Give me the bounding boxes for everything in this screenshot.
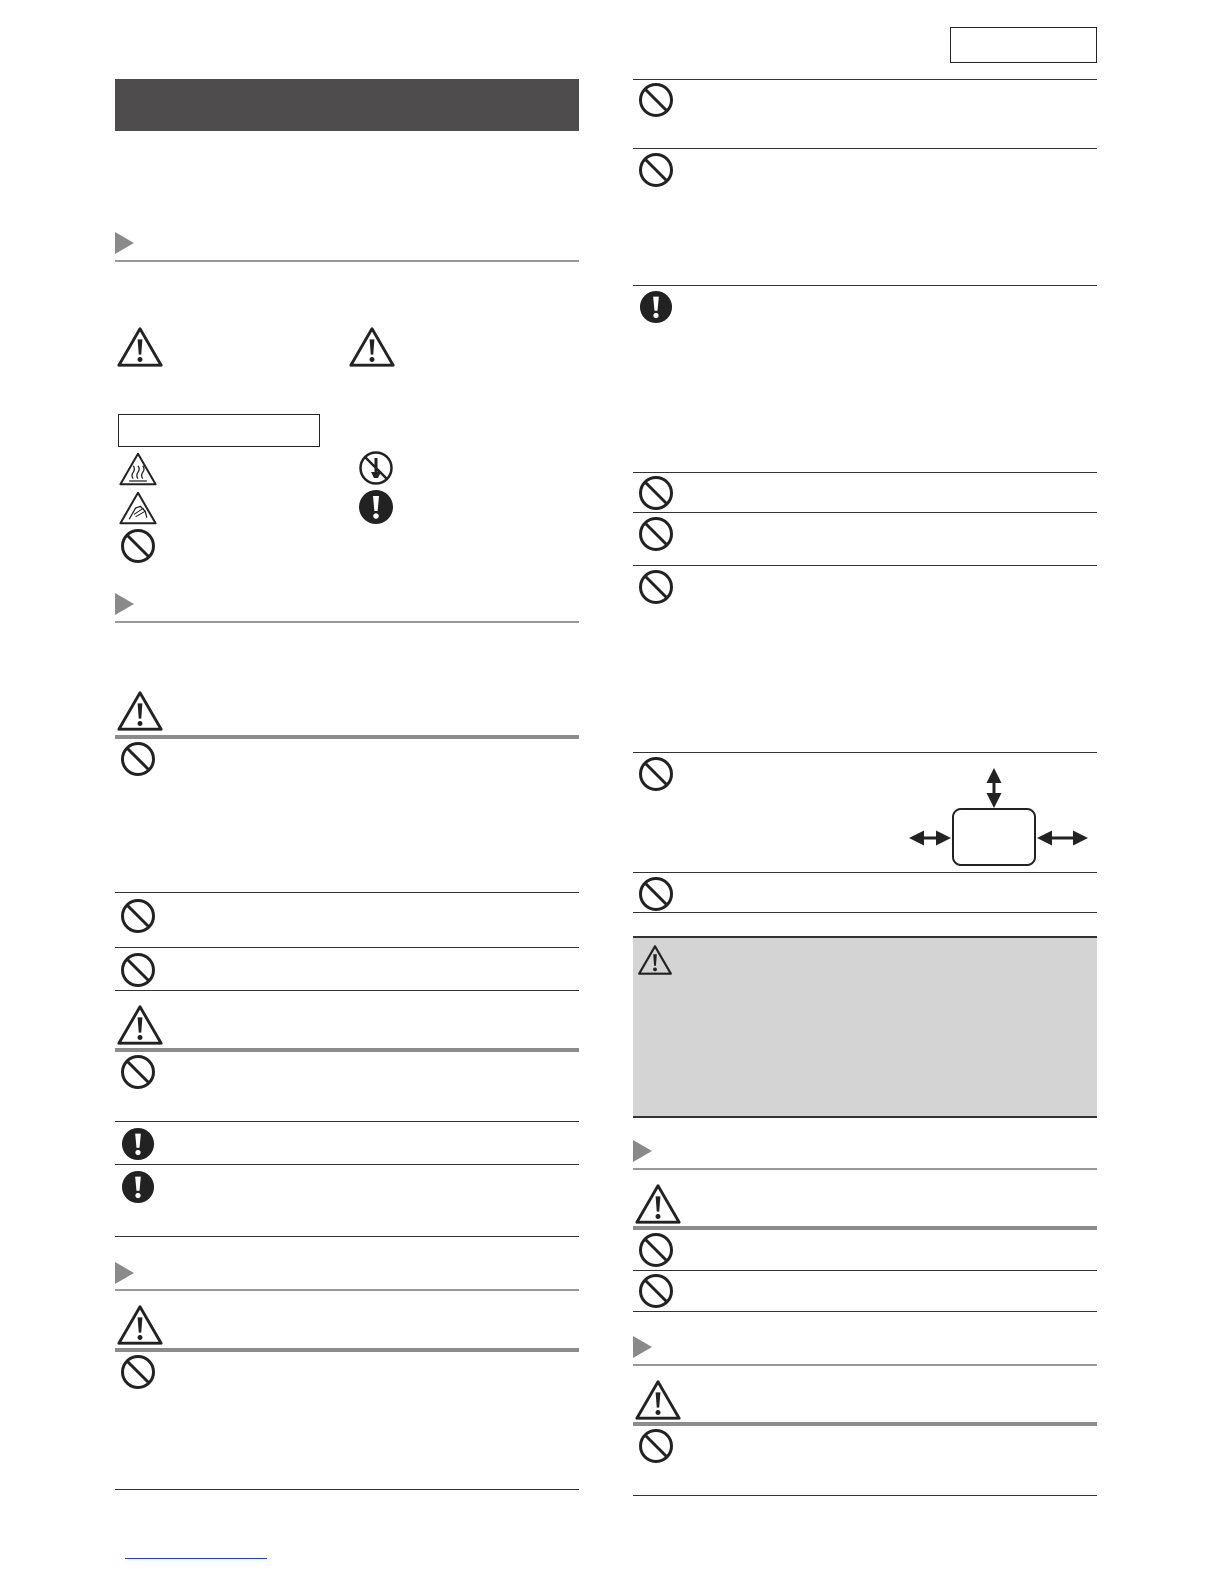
prohibited-circle-icon (120, 1054, 156, 1090)
footer-link[interactable] (125, 1546, 267, 1560)
section-marker (633, 1140, 652, 1162)
item-divider (115, 1121, 579, 1122)
item-divider (633, 285, 1097, 286)
section-marker (633, 1336, 652, 1358)
page-header-bar (115, 79, 579, 131)
prohibited-circle-icon (638, 756, 674, 792)
item-divider (115, 1489, 579, 1490)
item-divider (115, 990, 579, 991)
item-divider (633, 148, 1097, 149)
item-divider (633, 472, 1097, 473)
section-rule (115, 260, 579, 262)
prohibited-circle-icon (638, 1232, 674, 1268)
mandatory-exclamation-icon (358, 489, 394, 525)
caution-triangle-icon (634, 1378, 682, 1422)
mandatory-exclamation-icon (121, 1127, 155, 1161)
section-rule (633, 1364, 1097, 1366)
legend-box (118, 414, 320, 447)
caution-triangle-icon (116, 1003, 164, 1047)
footer-link-underline (125, 1558, 267, 1559)
caution-triangle-icon (348, 325, 396, 369)
caution-block-rule (115, 1048, 579, 1052)
pinch-hazard-warning-icon (118, 490, 158, 526)
device-outline (953, 809, 1035, 865)
item-divider (115, 1236, 579, 1237)
item-divider (633, 1311, 1097, 1312)
item-divider (633, 1270, 1097, 1271)
section-rule (115, 621, 579, 623)
item-divider (633, 872, 1097, 873)
section-marker (115, 593, 134, 615)
prohibited-circle-icon (638, 1273, 674, 1309)
prohibited-circle-icon (120, 741, 156, 777)
prohibited-circle-icon (638, 876, 674, 912)
no-disassembly-icon (358, 450, 394, 486)
prohibited-circle-icon (638, 1428, 674, 1464)
prohibited-circle-icon (120, 952, 156, 988)
prohibited-circle-icon (638, 82, 674, 118)
section-marker (115, 1262, 134, 1284)
warning-block-rule (115, 735, 579, 739)
item-divider (633, 512, 1097, 513)
prohibited-circle-icon (120, 1354, 156, 1390)
prohibited-circle-icon (638, 152, 674, 188)
prohibited-circle-icon (120, 528, 156, 564)
warning-triangle-icon (116, 325, 164, 369)
clearance-diagram (905, 765, 1095, 869)
hot-surface-warning-icon (118, 451, 158, 487)
section-rule (633, 1168, 1097, 1170)
item-divider (633, 1495, 1097, 1496)
section-marker (115, 232, 134, 254)
caution-block-rule (115, 1348, 579, 1352)
prohibited-circle-icon (120, 898, 156, 934)
item-divider (115, 947, 579, 948)
item-divider (633, 912, 1097, 913)
item-divider (115, 892, 579, 893)
caution-block-rule (633, 1226, 1097, 1230)
item-divider (633, 752, 1097, 753)
warning-triangle-icon (116, 689, 164, 733)
prohibited-circle-icon (638, 516, 674, 552)
top-right-label-box (950, 27, 1097, 63)
note-warning-icon (637, 944, 673, 976)
caution-triangle-icon (116, 1303, 164, 1347)
mandatory-exclamation-icon (639, 290, 673, 324)
item-divider (115, 1164, 579, 1165)
mandatory-exclamation-icon (121, 1170, 155, 1204)
prohibited-circle-icon (638, 569, 674, 605)
caution-triangle-icon (634, 1182, 682, 1226)
item-divider (633, 79, 1097, 80)
prohibited-circle-icon (638, 475, 674, 511)
caution-block-rule (633, 1422, 1097, 1426)
item-divider (633, 565, 1097, 566)
shaded-note (633, 936, 1097, 1118)
section-rule (115, 1289, 579, 1291)
